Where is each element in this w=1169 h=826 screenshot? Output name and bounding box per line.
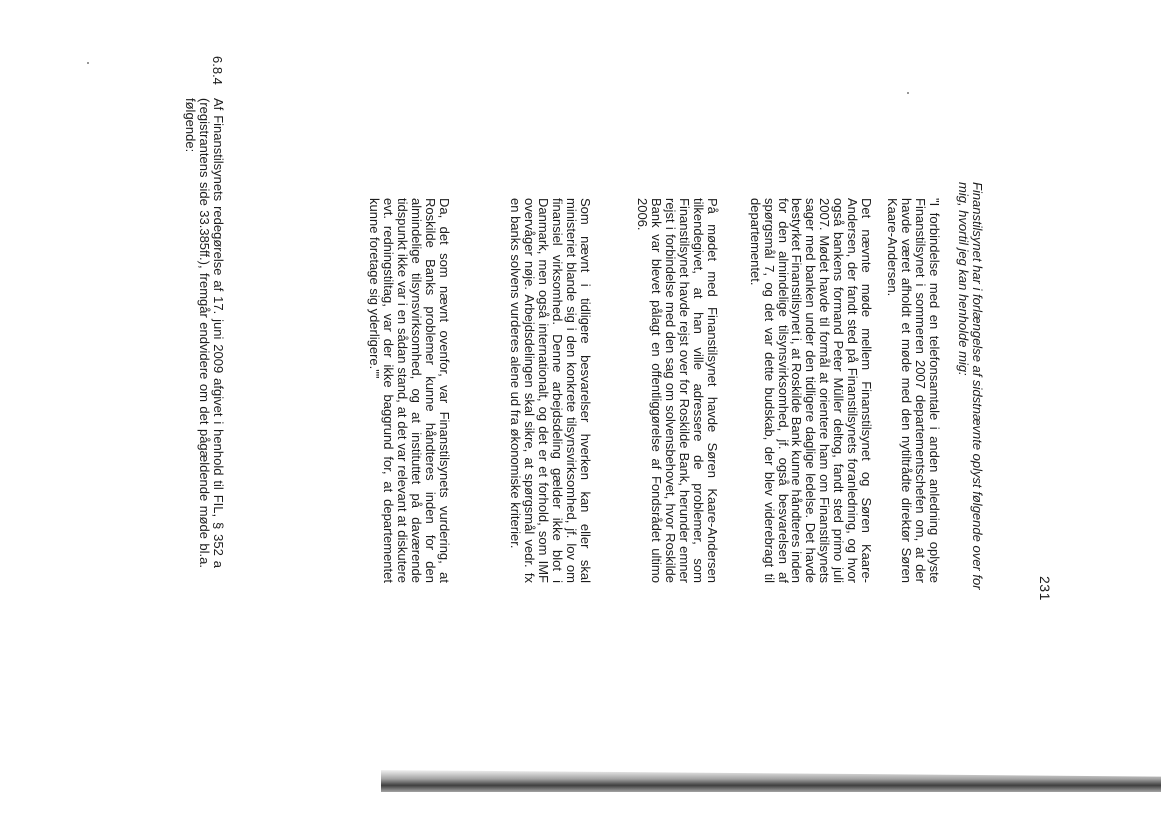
quote-paragraph-4: Som nævnt i tidligere besvarelser hverken kan eller skal ministeriet blande sig i den konkrete tilsynsvirksomhed, jf. lov om finansiel virksomhed. Denne arbejdsdeling gælder ikke blot i Danmark, men også internationalt, og det er et forhold, som IMF overvåger nøje. Arbejdsdelingen skal sikre, at spørgsmål vedr. fx en banks solvens vurderes alene ud fra økonomiske kriterier.	[508, 198, 593, 583]
scan-edge-shadow	[381, 770, 1161, 792]
section-number: 6.8.4	[210, 56, 225, 85]
section-paragraph: Af Finanstilsynets redegørelse af 17. juni 2009 afgivet i henhold til FIL, § 352 a (registrantens side 33.385ff.), fremgår endvidere om det pågældende møde bl.a. følgende:	[183, 98, 226, 568]
scan-speck	[87, 62, 89, 64]
intro-text: Finanstilsynet har i forlængelse af sidstnævnte oplyst følgende over for mig, hvortil jeg kan henholde mig:	[956, 182, 985, 590]
quote-paragraph-3: På mødet med Finanstilsynet havde Søren Kaare-Andersen tilkendegivet, at han ville adressere de problemer, som Finanstilsynet havde rejst over for Roskilde Bank, herunder emner rejst i forbindelse med den sag om solvensbehovet, hvor Roskilde Bank var blevet pålagt en offentliggørelse af Fondsrådet ultimo 2006.	[635, 198, 720, 583]
quote-paragraph-1: "I forbindelse med en telefonsamtale i anden anledning oplyste Finanstilsynet i sommeren 2007 departementschefen om, at der havde været afholdt et møde med den nytiltrådte direktør Søren Kaare-Andersen.	[885, 198, 942, 583]
scan-speck	[907, 92, 909, 94]
page-number: 231	[1037, 576, 1053, 601]
quote-paragraph-2: Det nævnte møde mellem Finanstilsynet og Søren Kaare-Andersen, der fandt sted på Finanstilsynets foranledning, og hvor også bankens formand Peter Müller deltog, fandt sted primo juli 2007. Mødet havde til formål at orientere ham om Finanstilsynets sager med banken under den tidligere daglige ledelse. Det havde bestyrket Finanstilsynet i, at Roskilde Bank kunne håndteres inden for den almindelige tilsynsvirksomhed, jf. også besvarelsen af spørgsmål 7, og det var dette budskab, der blev viderebragt til departementet.	[747, 198, 874, 583]
quote-paragraph-5: Da, det som nævnt ovenfor, var Finanstilsynets vurdering, at Roskilde Banks problemer kunne håndteres inden for den almindelige tilsynsvirksomhed, og at instituttet på daværende tidspunkt ikke var i en sådan stand, at det var relevant at diskutere evt. redningstiltag, var der ikke baggrund for, at departementet kunne foretage sig yderligere.""	[367, 198, 452, 583]
